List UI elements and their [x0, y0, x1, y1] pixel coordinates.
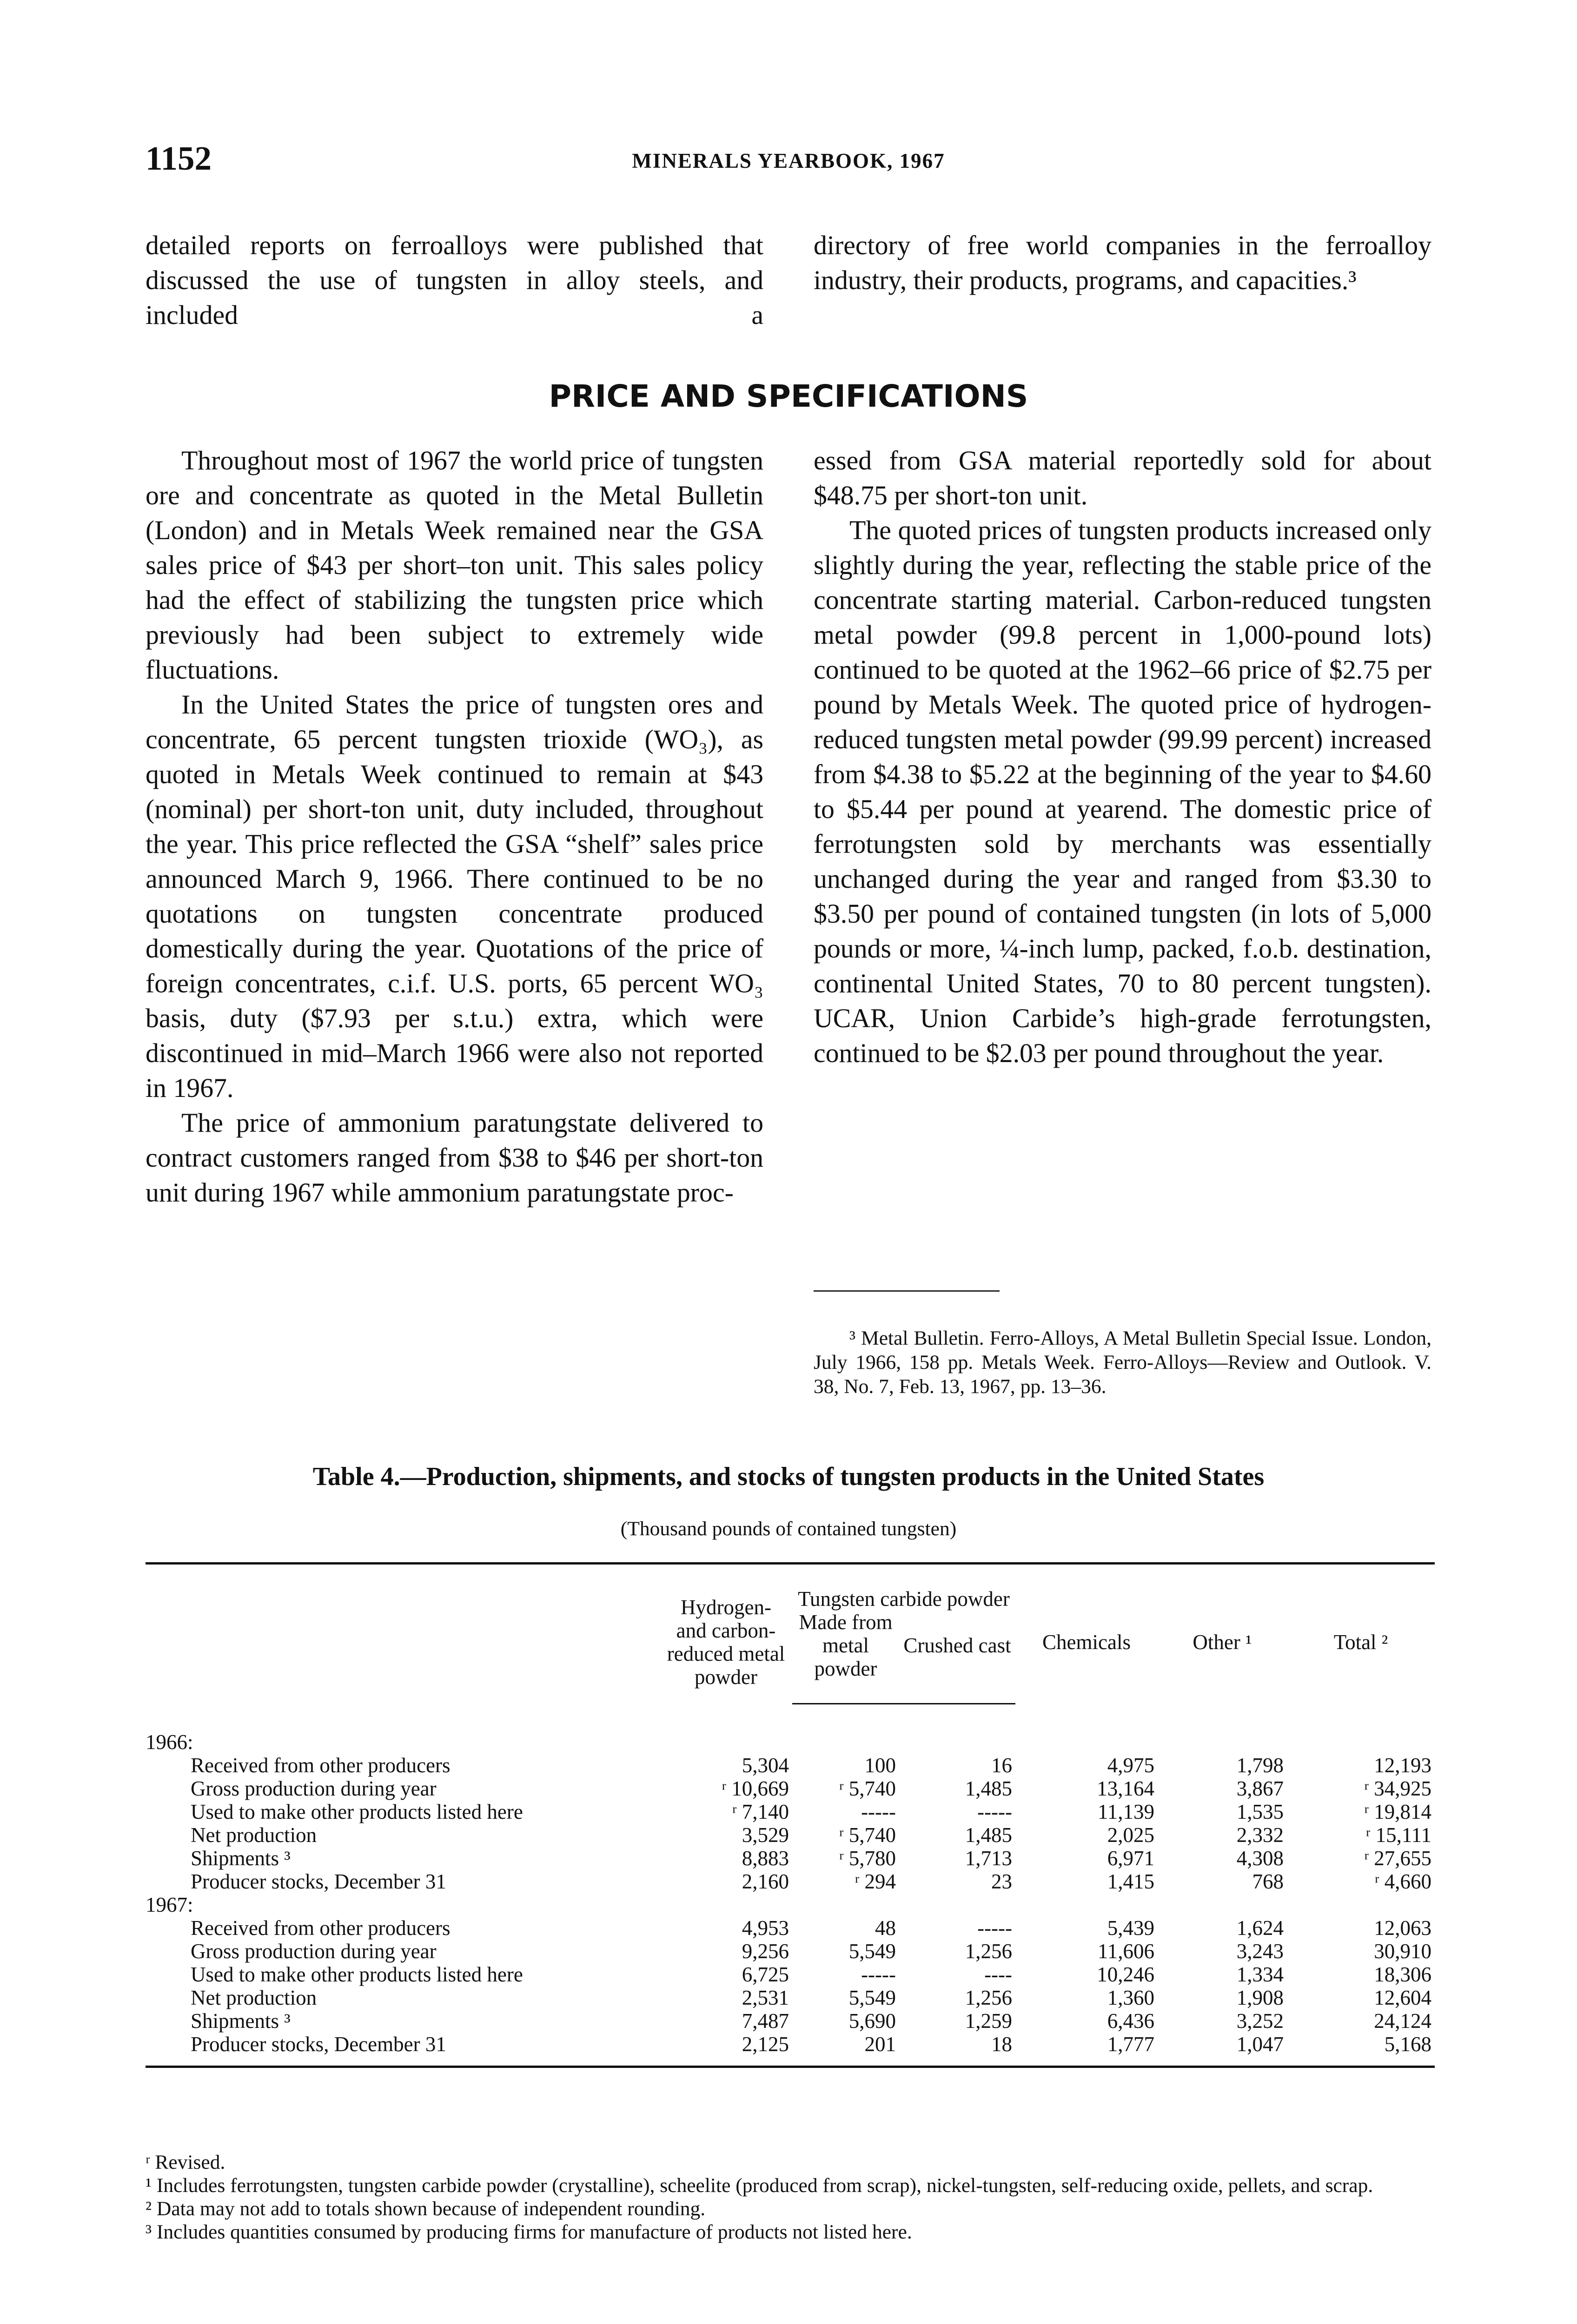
- table-cell: 2,160: [742, 1870, 789, 1893]
- table-cell: 1,624: [1236, 1916, 1284, 1940]
- table-row: [146, 1963, 1435, 1986]
- row-label: Shipments ³: [191, 1847, 291, 1870]
- table-cell: 48: [875, 1916, 896, 1940]
- col-header-chemicals: Chemicals: [1015, 1564, 1158, 1704]
- year-row: [146, 1704, 1435, 1754]
- footnote: ³ Includes quantities consumed by producing firms for manufacture of products not listed here.: [146, 2221, 912, 2243]
- row-label: Gross production during year: [191, 1940, 437, 1963]
- top-left-column: [146, 228, 763, 332]
- year-label: 1967:: [146, 1893, 193, 1916]
- table-row: [146, 2033, 1435, 2067]
- table-cell: 5,439: [1107, 1916, 1155, 1940]
- row-label: Net production: [191, 1823, 317, 1847]
- table-cell: 5,549: [848, 1940, 896, 1963]
- table-cell: ʳ 294: [855, 1870, 896, 1893]
- table-cell: 5,168: [1287, 2033, 1435, 2067]
- table-cell: 23: [991, 1870, 1013, 1893]
- table-row: [146, 1823, 1435, 1847]
- table-cell: 12,604: [1374, 1986, 1432, 2009]
- table-cell: 768: [1252, 1870, 1284, 1893]
- table-cell: 5,304: [742, 1754, 789, 1777]
- table-cell: ʳ 5,740: [839, 1823, 896, 1847]
- col-header-made-from-metal: Made from metal powder: [792, 1611, 899, 1704]
- running-head: MINERALS YEARBOOK, 1967: [632, 149, 945, 172]
- footnote: [814, 1326, 1431, 1399]
- table-cell: ʳ 7,140: [732, 1800, 789, 1823]
- table-cell: ʳ 4,660: [1374, 1870, 1432, 1893]
- table-cell: 24,124: [1374, 2009, 1432, 2033]
- data-table: [146, 1562, 1435, 2068]
- table-title: Table 4.—Production, shipments, and stocks of tungsten products in the United States: [312, 1462, 1265, 1491]
- table-cell: 100: [864, 1754, 896, 1777]
- table-row: [146, 1800, 1435, 1823]
- table-cell: 1,047: [1158, 2033, 1287, 2067]
- table-cell: 1,535: [1236, 1800, 1284, 1823]
- table-cell: 13,164: [1097, 1777, 1155, 1800]
- table-subtitle: (Thousand pounds of contained tungsten): [620, 1518, 957, 1540]
- col-group-header: Tungsten carbide powder: [792, 1564, 1015, 1611]
- table-row: [146, 1986, 1435, 2009]
- table-cell: 30,910: [1374, 1940, 1432, 1963]
- table-cell: 3,529: [742, 1823, 789, 1847]
- table-cell: 12,063: [1374, 1916, 1432, 1940]
- table-cell: 6,436: [1107, 2009, 1155, 2033]
- table-row: [146, 1777, 1435, 1800]
- table-cell: 7,487: [742, 2009, 789, 2033]
- section-heading: PRICE AND SPECIFICATIONS: [549, 378, 1028, 414]
- year-label: 1966:: [146, 1730, 193, 1754]
- table-cell: 2,332: [1236, 1823, 1284, 1847]
- table-cell: 3,252: [1236, 2009, 1284, 2033]
- page-number: 1152: [146, 139, 212, 177]
- table-cell: ʳ 5,780: [839, 1847, 896, 1870]
- table-cell: 10,246: [1097, 1963, 1155, 1986]
- table-cell: 3,867: [1236, 1777, 1284, 1800]
- row-label: Gross production during year: [191, 1777, 437, 1800]
- table-cell: 4,953: [742, 1916, 789, 1940]
- table-cell: 4,975: [1107, 1754, 1155, 1777]
- table-cell: 6,971: [1107, 1847, 1155, 1870]
- col-header-metal-powder: Hydrogen- and carbon- reduced metal powder: [660, 1564, 792, 1704]
- table-cell: 8,883: [742, 1847, 789, 1870]
- table-footnotes: [146, 2151, 1435, 2244]
- table-cell: -----: [977, 1800, 1013, 1823]
- paragraph: essed from GSA material reportedly sold for about $48.75 per short-ton unit.: [814, 445, 1431, 510]
- table-cell: 1,777: [1015, 2033, 1158, 2067]
- table-cell: 11,606: [1097, 1940, 1155, 1963]
- row-label: Received from other producers: [191, 1754, 451, 1777]
- table-cell: -----: [861, 1963, 896, 1986]
- table-row: [146, 1940, 1435, 1963]
- row-label: Used to make other products listed here: [191, 1800, 523, 1823]
- paragraph: The price of ammonium paratungstate delivered to contract customers ranged from $38 to $46 per short-ton unit during 1967 while ammonium paratungstate proc-: [146, 1108, 763, 1208]
- table-cell: 6,725: [742, 1963, 789, 1986]
- paragraph: directory of free world companies in the ferroalloy industry, their products, programs, and capacities.³: [814, 230, 1431, 295]
- table-cell: 11,139: [1097, 1800, 1155, 1823]
- table-cell: -----: [977, 1916, 1013, 1940]
- table-cell: 1,485: [965, 1823, 1013, 1847]
- table-cell: ʳ 34,925: [1364, 1777, 1432, 1800]
- stub-header: [146, 1564, 660, 1704]
- left-column: [146, 443, 763, 1210]
- table-cell: 201: [792, 2033, 899, 2067]
- table-cell: 1,334: [1236, 1963, 1284, 1986]
- table-row: [146, 2009, 1435, 2033]
- table-cell: 1,256: [965, 1940, 1013, 1963]
- table-cell: 16: [991, 1754, 1013, 1777]
- top-right-column: [814, 228, 1431, 297]
- col-header-total: Total ²: [1287, 1564, 1435, 1704]
- table-cell: ʳ 19,814: [1364, 1800, 1432, 1823]
- footnote-rule: [814, 1290, 1000, 1292]
- table-row: [146, 1916, 1435, 1940]
- year-row: [146, 1893, 1435, 1916]
- footnote: ² Data may not add to totals shown because of independent rounding.: [146, 2198, 706, 2220]
- row-label: Received from other producers: [191, 1916, 451, 1940]
- table-cell: 1,415: [1107, 1870, 1155, 1893]
- table-cell: 2,531: [742, 1986, 789, 2009]
- table-cell: 5,690: [848, 2009, 896, 2033]
- table-cell: 1,256: [965, 1986, 1013, 2009]
- paragraph: The quoted prices of tungsten products increased only slightly during the year, reflecting the stable price of the concentrate starting material. Carbon-reduced tungsten metal powder (99.8 percent in 1,000-pound lots) continued to be quoted at the 1962–66 price of $2.75 per pound by Metals Week. The quoted price of hydrogen-reduced tungsten metal powder (99.99 percent) increased from $4.38 to $5.22 at the beginning of the year to $4.60 to $5.44 per pound at yearend. The domestic price of ferrotungsten sold by merchants was essentially unchanged during the year and ranged from $3.30 to $3.50 per pound of contained tungsten (in lots of 5,000 pounds or more, ¼-inch lump, packed, f.o.b. destination, continental United States, 70 to 80 percent tungsten). UCAR, Union Carbide’s high-grade ferrotungsten, continued to be $2.03 per pound throughout the year.: [814, 515, 1431, 1068]
- table-cell: ʳ 15,111: [1365, 1823, 1432, 1847]
- table-row: [146, 1754, 1435, 1777]
- table-cell: 1,259: [965, 2009, 1013, 2033]
- table-cell: 1,798: [1236, 1754, 1284, 1777]
- footnote-text: ³ Metal Bulletin. Ferro-Alloys, A Metal Bulletin Special Issue. London, July 1966, 158 pp. Metals Week. Ferro-Alloys—Review and Outlook. V. 38, No. 7, Feb. 13, 1967, pp. 13–36.: [814, 1327, 1431, 1398]
- table-cell: -----: [861, 1800, 896, 1823]
- paragraph: Throughout most of 1967 the world price of tungsten ore and concentrate as quoted in the Metal Bulletin (London) and in Metals Week remained near the GSA sales price of $43 per short–ton unit. This sales policy had the effect of stabilizing the tungsten price which previously had been subject to extremely wide fluctuations.: [146, 445, 763, 685]
- paragraph: detailed reports on ferroalloys were published that discussed the use of tungsten in alloy steels, and included a: [146, 230, 763, 330]
- table-cell: 18: [899, 2033, 1015, 2067]
- table-cell: 5,549: [848, 1986, 896, 2009]
- right-column: [814, 443, 1431, 1070]
- footnote: ʳ Revised.: [146, 2151, 225, 2173]
- row-label: Shipments ³: [191, 2009, 291, 2033]
- table-cell: 4,308: [1236, 1847, 1284, 1870]
- table-cell: ʳ 10,669: [722, 1777, 789, 1800]
- table-cell: 1,360: [1107, 1986, 1155, 2009]
- paragraph: In the United States the price of tungsten ores and concentrate, 65 percent tungsten trioxide (WO₃), as quoted in Metals Week continued to remain at $43 (nominal) per short-ton unit, duty included, throughout the year. This price reflected the GSA “shelf” sales price announced March 9, 1966. There continued to be no quotations on tungsten concentrate produced domestically during the year. Quotations of the price of foreign concentrates, c.i.f. U.S. ports, 65 percent WO₃ basis, duty ($7.93 per s.t.u.) extra, which were discontinued in mid–March 1966 were also not reported in 1967.: [146, 689, 763, 1103]
- table-cell: 2,125: [660, 2033, 792, 2067]
- col-header-crushed-cast: Crushed cast: [899, 1611, 1015, 1704]
- table-row: [146, 1870, 1435, 1893]
- table-cell: 1,485: [965, 1777, 1013, 1800]
- table-cell: 1,713: [965, 1847, 1013, 1870]
- table-cell: 18,306: [1374, 1963, 1432, 1986]
- row-label: Net production: [191, 1986, 317, 2009]
- table-cell: ʳ 5,740: [839, 1777, 896, 1800]
- table-cell: ʳ 27,655: [1364, 1847, 1432, 1870]
- table-cell: 12,193: [1374, 1754, 1432, 1777]
- table-cell: ----: [984, 1963, 1013, 1986]
- table-cell: 3,243: [1236, 1940, 1284, 1963]
- table-row: [146, 1847, 1435, 1870]
- table-cell: 1,908: [1236, 1986, 1284, 2009]
- row-label: Used to make other products listed here: [191, 1963, 523, 1986]
- footnote: ¹ Includes ferrotungsten, tungsten carbide powder (crystalline), scheelite (produced from scrap), nickel-tungsten, self-reducing oxide, pellets, and scrap.: [146, 2174, 1373, 2197]
- table-cell: 9,256: [742, 1940, 789, 1963]
- row-label: Producer stocks, December 31: [146, 2033, 660, 2067]
- col-header-other: Other ¹: [1158, 1564, 1287, 1704]
- table-cell: 2,025: [1107, 1823, 1155, 1847]
- row-label: Producer stocks, December 31: [191, 1870, 446, 1893]
